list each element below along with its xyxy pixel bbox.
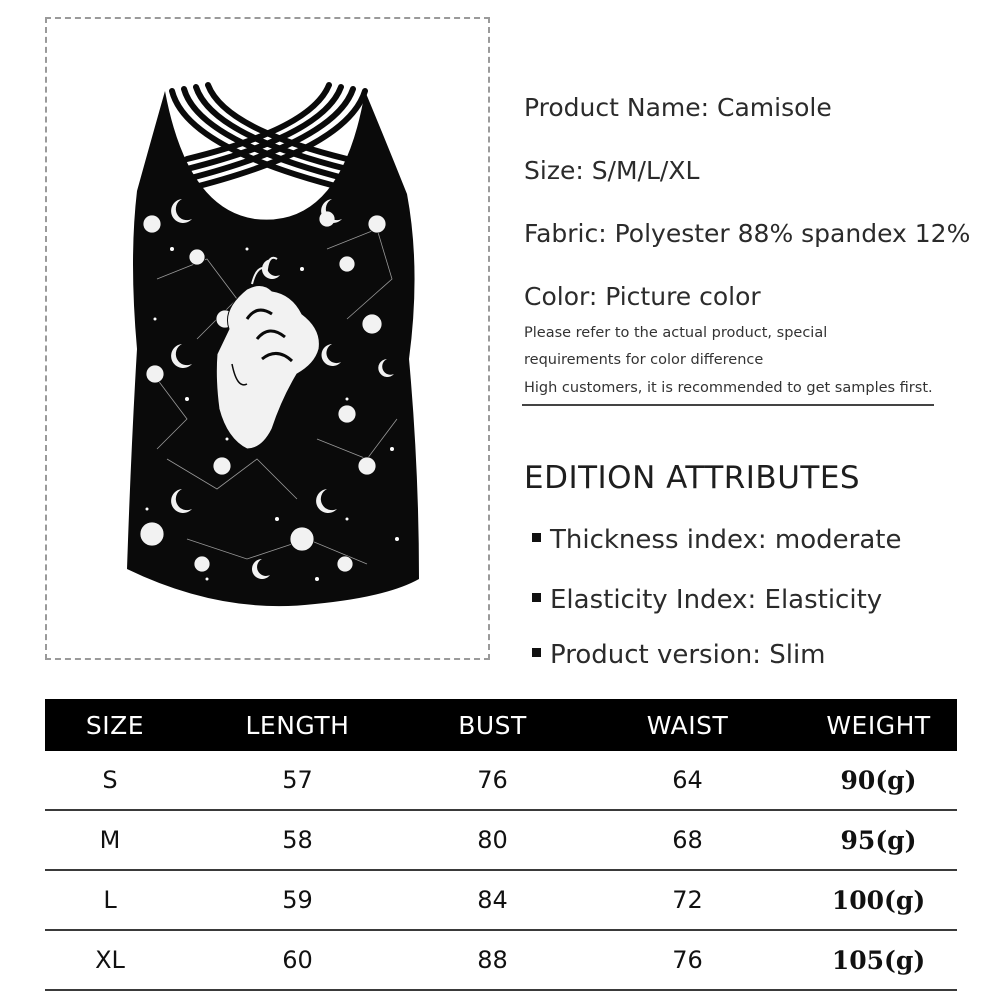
camisole-product-image — [47, 19, 488, 658]
cell-length: 58 — [185, 810, 410, 870]
header-bust: BUST — [410, 699, 575, 751]
edition-attributes-title: EDITION ATTRIBUTES — [524, 460, 861, 496]
table-row — [45, 751, 957, 810]
product-photo-frame — [45, 17, 490, 660]
color-note-line-1: Please refer to the actual product, special — [524, 325, 828, 341]
attribute-thickness-text: Thickness index: moderate — [550, 525, 902, 555]
cell-weight: 100(g) — [800, 870, 957, 930]
cell-waist: 64 — [575, 751, 800, 810]
attribute-thickness — [532, 525, 901, 555]
attribute-elasticity — [532, 585, 882, 615]
cell-weight: 90(g) — [800, 751, 957, 810]
cell-waist: 68 — [575, 810, 800, 870]
color-note-line-2: requirements for color difference — [524, 352, 764, 368]
attribute-elasticity-text: Elasticity Index: Elasticity — [550, 585, 883, 615]
header-size: SIZE — [45, 699, 185, 751]
cell-length: 57 — [185, 751, 410, 810]
cell-waist: 76 — [575, 930, 800, 990]
cell-size: M — [45, 810, 185, 870]
product-name-line: Product Name: Camisole — [524, 93, 832, 122]
color-note-line-3: High customers, it is recommended to get samples first. — [524, 380, 933, 396]
table-row — [45, 930, 957, 990]
size-chart-table — [45, 699, 957, 991]
attribute-version — [532, 640, 826, 670]
cell-length: 60 — [185, 930, 410, 990]
cell-bust: 80 — [410, 810, 575, 870]
cell-weight: 95(g) — [800, 810, 957, 870]
fabric-line: Fabric: Polyester 88% spandex 12% — [524, 219, 971, 248]
size-chart-header — [45, 699, 957, 751]
bullet-square-icon — [532, 648, 541, 657]
cell-length: 59 — [185, 870, 410, 930]
bullet-square-icon — [532, 533, 541, 542]
table-row — [45, 810, 957, 870]
cell-weight: 105(g) — [800, 930, 957, 990]
cell-size: S — [45, 751, 185, 810]
cell-bust: 88 — [410, 930, 575, 990]
header-waist: WAIST — [575, 699, 800, 751]
cell-size: L — [45, 870, 185, 930]
table-row — [45, 870, 957, 930]
header-weight: WEIGHT — [800, 699, 957, 751]
cell-waist: 72 — [575, 870, 800, 930]
cell-bust: 76 — [410, 751, 575, 810]
attribute-version-text: Product version: Slim — [550, 640, 826, 670]
note-divider — [522, 404, 934, 406]
color-line: Color: Picture color — [524, 282, 761, 311]
cell-bust: 84 — [410, 870, 575, 930]
bullet-square-icon — [532, 593, 541, 602]
header-length: LENGTH — [185, 699, 410, 751]
cell-size: XL — [45, 930, 185, 990]
size-line: Size: S/M/L/XL — [524, 156, 700, 185]
